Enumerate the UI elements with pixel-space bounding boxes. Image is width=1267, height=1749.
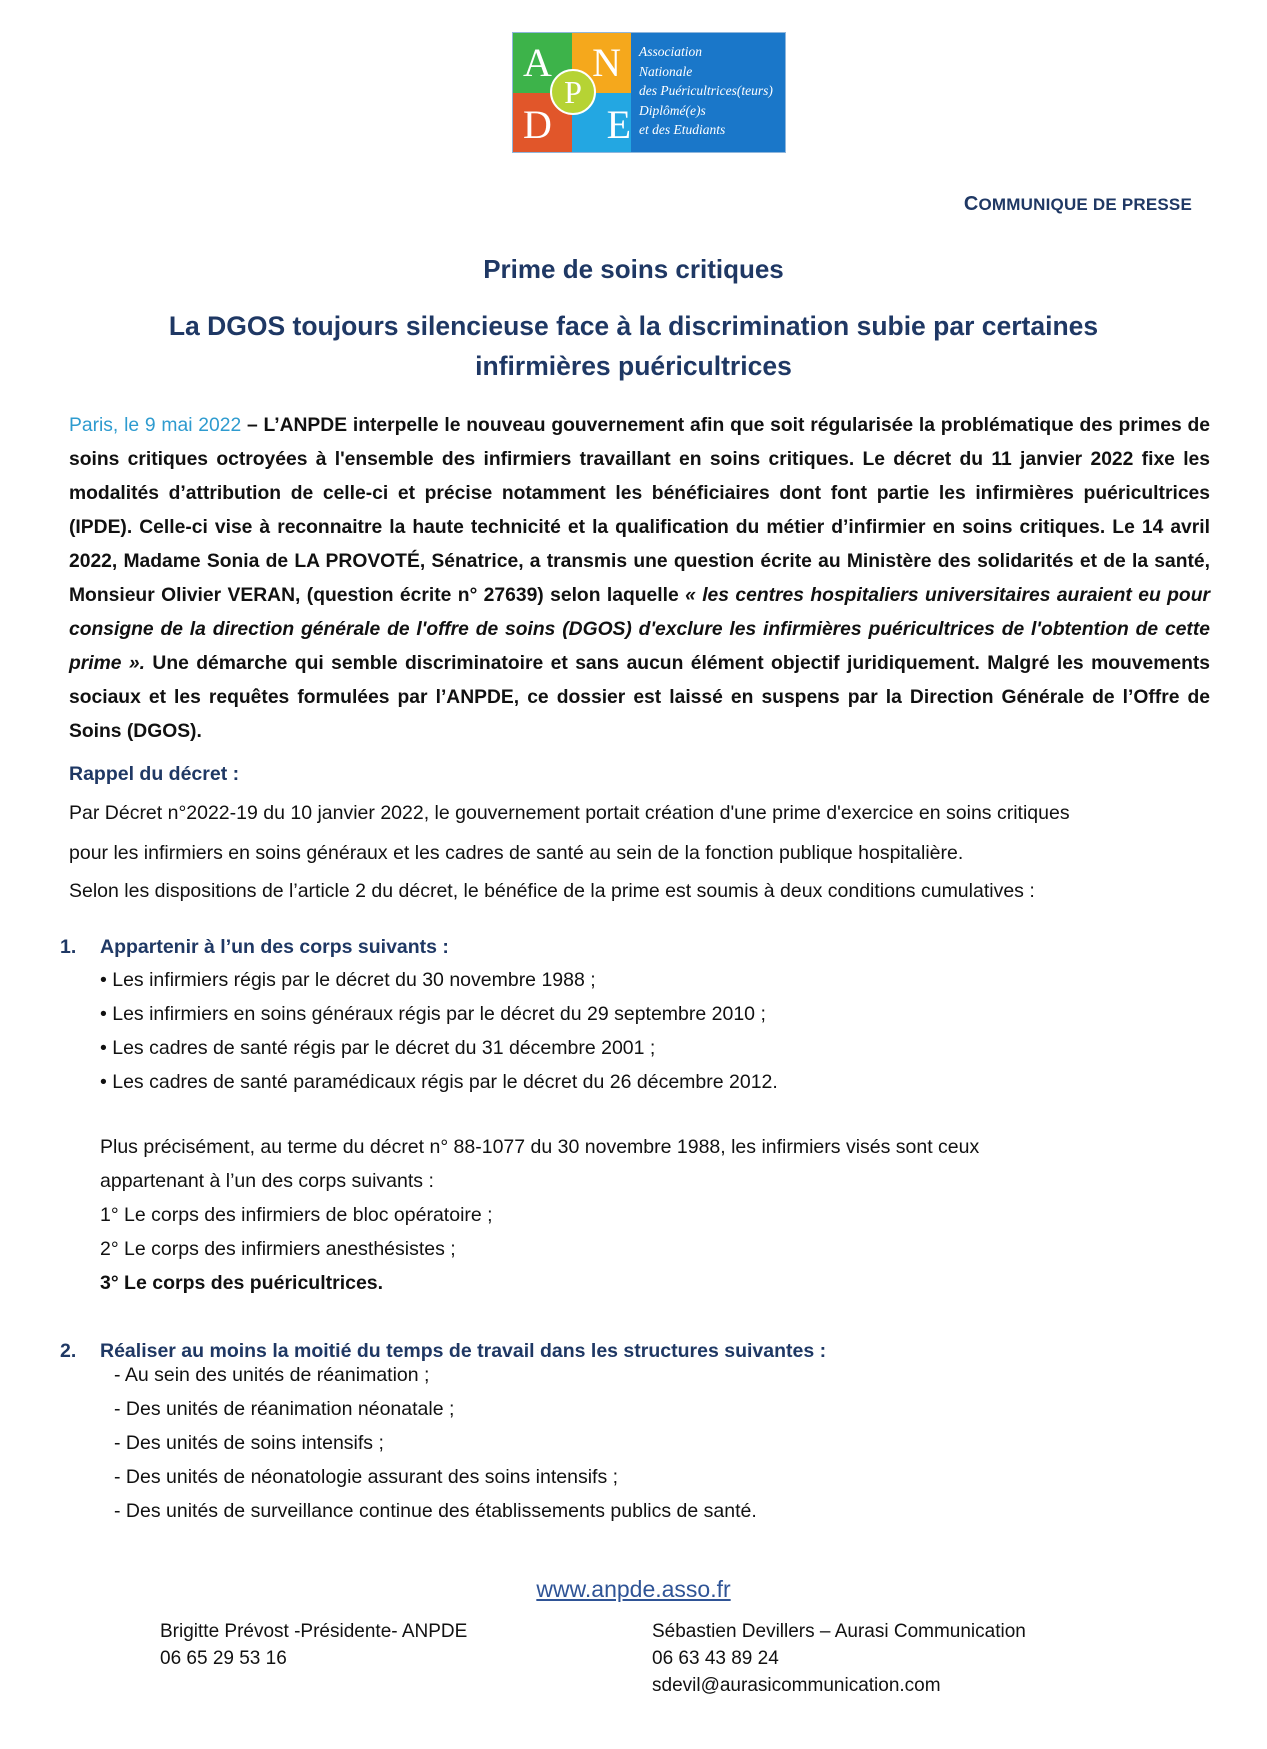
list-item: appartenant à l’un des corps suivants : — [100, 1170, 434, 1192]
press-release-label — [964, 193, 1192, 216]
list-item: - Des unités de néonatologie assurant des soins intensifs ; — [114, 1466, 619, 1488]
rappel-line: pour les infirmiers en soins généraux et les cadres de santé au sein de la fonction publique hospitalière. — [69, 842, 964, 864]
logo-letter-a: A — [513, 33, 572, 93]
list-item: - Des unités de soins intensifs ; — [114, 1432, 384, 1454]
precision-list — [100, 1130, 979, 1300]
contact-email[interactable]: sdevil@aurasicommunication.com — [652, 1675, 941, 1696]
structures-list — [114, 1358, 757, 1528]
place-date: Paris, le 9 mai 2022 — [69, 415, 242, 436]
condition-title: Réaliser au moins la moitié du temps de travail dans les structures suivantes : — [100, 1340, 827, 1362]
list-item: - Des unités de surveillance continue des établissements publics de santé. — [114, 1500, 757, 1522]
intro-quote: « les centres hospitaliers universitaires auraient eu pour consigne de la direction générale de l'offre de soins (DGOS) d'exclure les infirmières puéricultrices de l'obtention de cette prime ». — [69, 585, 1210, 674]
logo-letter-p: P — [550, 69, 596, 115]
corps-list — [100, 963, 778, 1099]
doc-subtitle-line: infirmières puéricultrices — [475, 351, 792, 381]
doc-subtitle — [60, 306, 1207, 386]
press-label-initial: C — [963, 193, 979, 215]
logo-caption-line: Association — [639, 44, 702, 59]
intro-body: – L’ANPDE interpelle le nouveau gouvernement afin que soit régularisée la problématique des primes de soins critiques octroyées à l'ensemble des infirmiers travaillant en soins critiques. Le décret du 11 janvier 2022 fixe les modalités d’attribution de celle-ci et précise notamment les bénéficiaires dont font partie les infirmières puéricultrices (IPDE). Celle-ci vise à reconnaitre la haute technicité et la qualification du métier d’infirmier en soins critiques. Le 14 avril 2022, Madame Sonia de LA PROVOTÉ, Sénatrice, a transmis une question écrite au Ministère des solidarités et de la santé, Monsieur Olivier VERAN, (question écrite n° 27639) selon laquelle — [69, 415, 1211, 606]
logo-caption-line: Nationale — [639, 63, 693, 79]
logo-letter-n: N — [572, 33, 631, 93]
doc-title: Prime de soins critiques — [483, 254, 784, 284]
logo-letter-grid — [513, 33, 631, 152]
list-item: 1° Le corps des infirmiers de bloc opératoire ; — [100, 1204, 493, 1226]
condition-number: 1. — [60, 936, 77, 958]
contact-left — [160, 1618, 467, 1672]
logo-caption — [631, 33, 773, 152]
list-item: 2° Le corps des infirmiers anesthésistes ; — [100, 1238, 456, 1260]
logo-letter-d: D — [513, 93, 572, 153]
contact-phone: 06 65 29 53 16 — [160, 1648, 287, 1669]
logo-caption-line: des Puéricultrices(teurs) — [639, 83, 773, 98]
logo-caption-line: et des Etudiants — [639, 122, 726, 137]
contact-name: Brigitte Prévost -Présidente- ANPDE — [160, 1621, 468, 1642]
list-item: • Les infirmiers régis par le décret du 30 novembre 1988 ; — [100, 969, 596, 991]
condition-number: 2. — [60, 1340, 77, 1362]
list-item: • Les cadres de santé paramédicaux régis par le décret du 26 décembre 2012. — [100, 1071, 778, 1093]
list-item-highlight: 3° Le corps des puéricultrices. — [100, 1272, 384, 1294]
website-link[interactable]: www.anpde.asso.fr — [536, 1576, 731, 1602]
list-item: • Les infirmiers en soins généraux régis par le décret du 29 septembre 2010 ; — [100, 1003, 766, 1025]
intro-after: Une démarche qui semble discriminatoire et sans aucun élément objectif juridiquement. Malgré les mouvements sociaux et les requêtes formulées par l’ANPDE, ce dossier est laissé en suspens par la Direction Générale de l’Offre de Soins (DGOS). — [69, 653, 1210, 742]
logo-caption-line: Diplômé(e)s — [639, 102, 706, 118]
list-item: - Des unités de réanimation néonatale ; — [114, 1398, 455, 1420]
anpde-logo — [512, 32, 786, 153]
rappel-heading: Rappel du décret : — [69, 763, 240, 785]
condition-title: Appartenir à l’un des corps suivants : — [100, 936, 449, 958]
contact-right — [652, 1618, 1026, 1699]
contact-phone: 06 63 43 89 24 — [652, 1648, 779, 1669]
doc-subtitle-line: La DGOS toujours silencieuse face à la discrimination subie par certaines — [168, 311, 1099, 341]
rappel-line: Par Décret n°2022-19 du 10 janvier 2022, le gouvernement portait création d'une prime d'exercice en soins critiques — [69, 802, 1070, 824]
contact-name: Sébastien Devillers – Aurasi Communication — [652, 1621, 1026, 1642]
logo-letter-e: E — [572, 93, 631, 153]
press-label-rest: OMMUNIQUE DE PRESSE — [978, 195, 1192, 214]
list-item: • Les cadres de santé régis par le décret du 31 décembre 2001 ; — [100, 1037, 656, 1059]
rappel-line: Selon les dispositions de l’article 2 du décret, le bénéfice de la prime est soumis à deux conditions cumulatives : — [69, 880, 1035, 902]
intro-paragraph — [69, 409, 1210, 749]
list-item: - Au sein des unités de réanimation ; — [114, 1364, 430, 1386]
list-item: Plus précisément, au terme du décret n° 88-1077 du 30 novembre 1988, les infirmiers visés sont ceux — [100, 1136, 980, 1158]
